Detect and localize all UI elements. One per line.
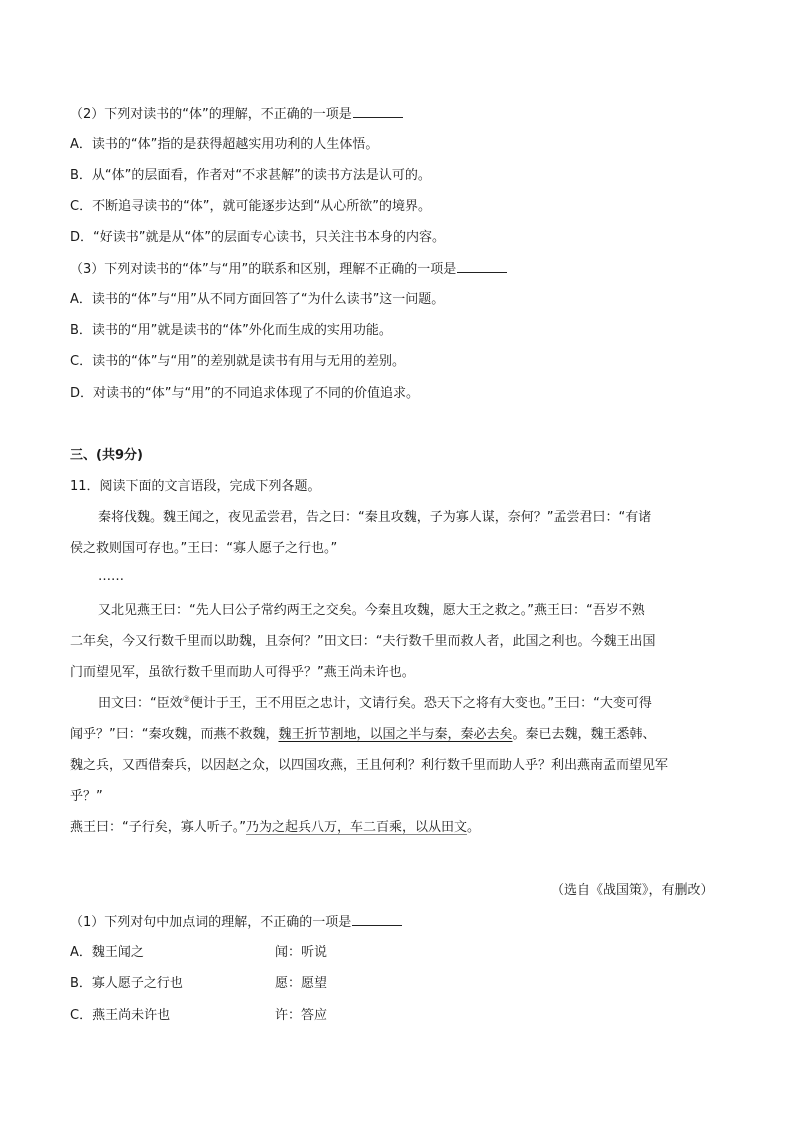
passage-text: 。秦已去魏，魏王悉韩、 xyxy=(512,727,656,742)
q3-option-d: D．对读书的“体”与“用”的不同追求体现了不同的价值追求。 xyxy=(70,386,419,401)
q1-item-c xyxy=(70,1006,470,1026)
q1-sentence: C．燕王尚未许也 xyxy=(70,1008,171,1023)
q11-intro: 11．阅读下面的文言语段，完成下列各题。 xyxy=(70,479,321,494)
q1-gloss: 愿：愿望 xyxy=(275,976,328,991)
q3-option-a: A．读书的“体”与“用”从不同方面回答了“为什么读书”这一问题。 xyxy=(70,292,445,307)
answer-blank[interactable] xyxy=(352,912,402,926)
q2-option-a: A．读书的“体”指的是获得超越实用功利的人生体悟。 xyxy=(70,137,379,152)
passage-text: 闻乎？”曰：“秦攻魏，而燕不救魏， xyxy=(70,727,279,742)
passage-text: 。 xyxy=(467,820,481,835)
q1-item-a xyxy=(70,943,470,963)
q3-stem-text: （3）下列对读书的“体”与“用”的联系和区别，理解不正确的一项是 xyxy=(70,262,457,277)
answer-blank[interactable] xyxy=(457,259,507,273)
passage-p1-line1: 秦将伐魏。魏王闻之，夜见孟尝君，告之曰：“秦且攻魏，子为寡人谋，奈何？”孟尝君曰：“有诸 xyxy=(98,510,652,525)
q3-option-b: B．读书的“用”就是读书的“体”外化而生成的实用功能。 xyxy=(70,323,392,338)
q3-option-c: C．读书的“体”与“用”的差别就是读书有用与无用的差别。 xyxy=(70,354,406,369)
passage-p3-line4: 乎？” xyxy=(70,789,103,804)
q1-stem xyxy=(70,912,402,932)
passage-text: 便计于王，王不用臣之忠计，文请行矣。恐天下之将有大变也。”王曰：“大变可得 xyxy=(189,696,652,711)
q1-sentence: B．寡人愿子之行也 xyxy=(70,976,183,991)
q1-stem-text: （1）下列对句中加点词的理解，不正确的一项是 xyxy=(70,915,352,930)
underlined-sentence: 魏王折节割地，以国之半与秦，秦必去矣 xyxy=(278,727,513,742)
passage-ellipsis: …… xyxy=(98,569,124,584)
passage-p2-line1: 又北见燕王曰：“先人曰公子常约两王之交矣。今秦且攻魏，愿大王之救之。”燕王曰：“吾岁不熟 xyxy=(98,603,645,618)
passage-p4 xyxy=(70,818,480,838)
q1-item-b xyxy=(70,974,470,994)
passage-p2-line3: 门而望见军，虽欲行数千里而助人可得乎？”燕王尚未许也。 xyxy=(70,665,415,680)
passage-p3-line3: 魏之兵，又西借秦兵，以因赵之众，以四国攻燕，王且何利？利行数千里而助人乎？利出燕南孟而望见军 xyxy=(70,758,669,773)
source-citation: （选自《战国策》，有删改） xyxy=(551,883,714,898)
q2-stem-text: （2）下列对读书的“体”的理解，不正确的一项是 xyxy=(70,107,352,122)
passage-text: 燕王曰：“子行矣，寡人听子。” xyxy=(70,820,246,835)
passage-p2-line2: 二年矣，今又行数千里而以助魏，且奈何？”田文曰：“夫行数千里而救人者，此国之利也。今魏王出国 xyxy=(70,634,656,649)
q2-stem xyxy=(70,104,403,124)
q2-option-d: D．“好读书”就是从“体”的层面专心读书，只关注书本身的内容。 xyxy=(70,230,445,245)
q1-gloss: 闻：听说 xyxy=(275,945,328,960)
answer-blank[interactable] xyxy=(353,104,403,118)
footnote-marker: ② xyxy=(182,694,190,704)
passage-p3-line2 xyxy=(70,725,656,745)
passage-p3-line1 xyxy=(98,694,652,714)
q2-option-b: B．从“体”的层面看，作者对“不求甚解”的读书方法是认可的。 xyxy=(70,168,431,183)
section-heading: 三、(共9分) xyxy=(70,448,143,463)
passage-text: 田文曰：“臣效 xyxy=(98,696,183,711)
q3-stem xyxy=(70,259,507,279)
q1-sentence: A．魏王闻之 xyxy=(70,945,144,960)
q1-gloss: 许：答应 xyxy=(275,1008,328,1023)
underlined-sentence: 乃为之起兵八万，车二百乘，以从田文 xyxy=(245,820,467,835)
q2-option-c: C．不断追寻读书的“体”，就可能逐步达到“从心所欲”的境界。 xyxy=(70,199,432,214)
passage-p1-line2: 侯之救则国可存也。”王曰：“寡人愿子之行也。” xyxy=(70,541,338,556)
